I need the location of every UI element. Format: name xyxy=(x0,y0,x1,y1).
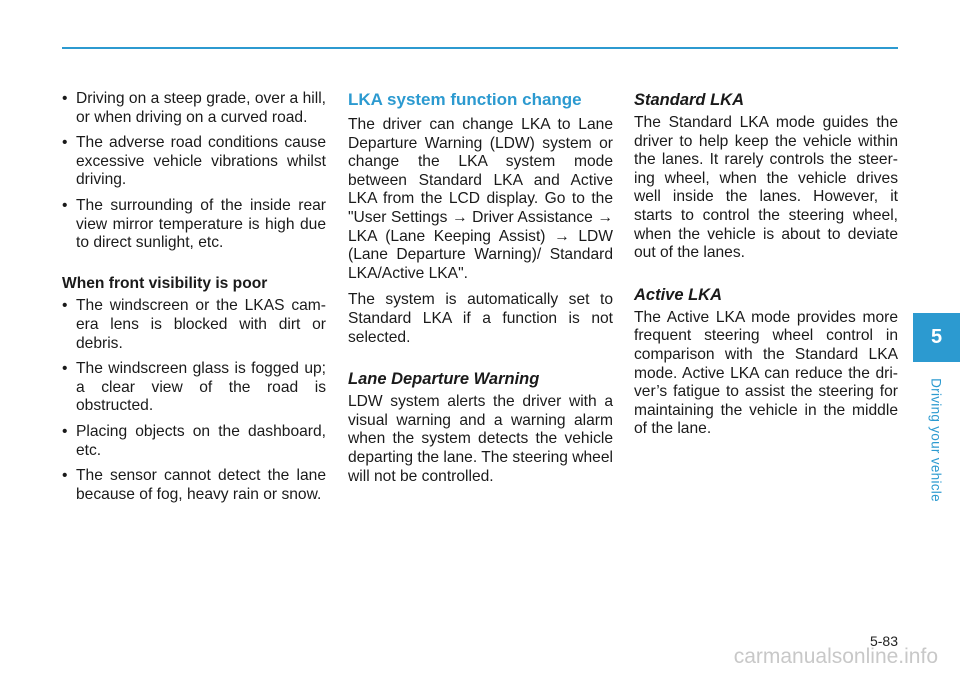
active-lka-heading: Active LKA xyxy=(634,285,723,304)
standard-lka-heading: Standard LKA xyxy=(634,91,745,109)
chapter-tab: 5 xyxy=(913,313,960,362)
paragraph: The system is automatically set to Standard LKA if a function is not selected. xyxy=(348,291,613,346)
visibility-list xyxy=(62,297,326,504)
list-item: • The windscreen or the LKAS cam-era lens is blocked with dirt or debris. xyxy=(62,297,326,353)
list-item: • Driving on a steep grade, over a hill, or when driving on a curved road. xyxy=(62,90,326,127)
column-3 xyxy=(634,90,898,447)
watermark: carmanualsonline.info xyxy=(733,645,938,668)
paragraph: The Active LKA mode provides more frequent steering wheel control in comparison with the Standard LKA mode. Active LKA can reduce the dri-ver’s fatigue to assist the steering for maintaining the vehicle in the middle of the lane. xyxy=(634,308,898,438)
paragraph: The Standard LKA mode guides the driver to help keep the vehicle within the lanes. It rarely controls the steer-ing wheel, when the vehicle drives well inside the lanes. However, it starts to control the steering wheel, when the vehicle is about to deviate out of the lanes. xyxy=(634,114,898,262)
column-2 xyxy=(348,90,613,494)
list-item: • The surrounding of the inside rear view mirror temperature is high due to direct sunlight, etc. xyxy=(62,197,326,253)
section-heading: LKA system function change xyxy=(348,90,582,109)
conditions-list xyxy=(62,90,326,253)
list-item: • Placing objects on the dashboard, etc. xyxy=(62,423,326,460)
list-item: • The windscreen glass is fogged up; a clear view of the road is obstructed. xyxy=(62,360,326,416)
paragraph: The driver can change LKA to Lane Departure Warning (LDW) system or change the LKA system mode between Standard LKA and Active LKA from the LCD display. Go to the "User Settings → Driver Assistance → LKA (Lane Keeping Assist) → LDW (Lane Departure Warning)/ Standard LKA/Active LKA". xyxy=(348,116,613,282)
list-item: • The adverse road conditions cause excessive vehicle vibrations whilst driving. xyxy=(62,134,326,190)
top-rule xyxy=(62,47,898,49)
page-number: 5-83 xyxy=(869,633,898,649)
chapter-label: Driving your vehicle xyxy=(928,378,944,502)
ldw-heading: Lane Departure Warning xyxy=(348,370,540,389)
column-1 xyxy=(62,90,326,511)
paragraph: LDW system alerts the driver with a visual warning and a warning alarm when the system detects the vehicle departing the lane. The steering wheel will not be controlled. xyxy=(348,393,613,485)
visibility-subheading: When front visibility is poor xyxy=(62,274,268,292)
list-item: • The sensor cannot detect the lane because of fog, heavy rain or snow. xyxy=(62,467,326,504)
